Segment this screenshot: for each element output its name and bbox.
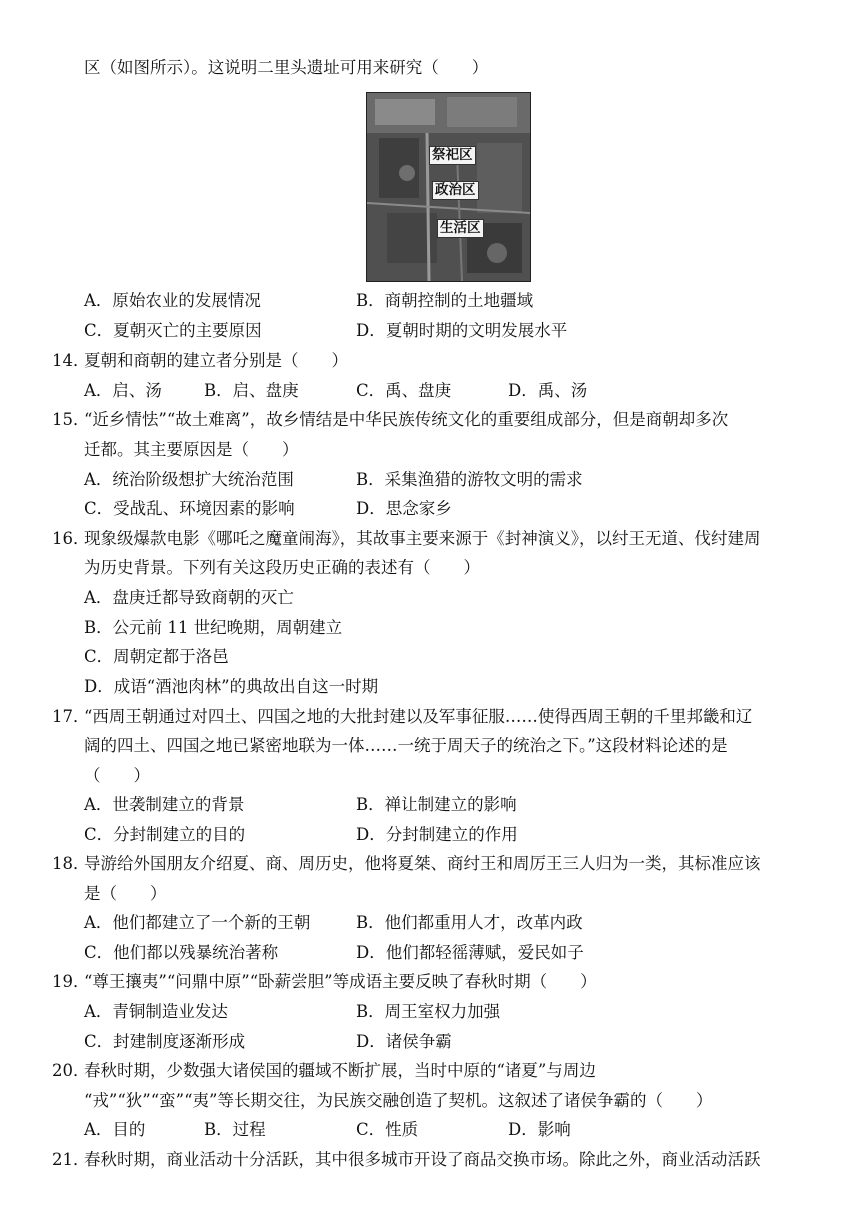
q17-option-c: C．分封制建立的目的	[84, 825, 246, 844]
q16-option-d: D．成语“酒池肉林”的典故出自这一时期	[84, 677, 379, 696]
q18-stem-line-2: 是（ ）	[84, 884, 167, 903]
q15-option-c: C．受战乱、环境因素的影响	[84, 499, 295, 518]
q21-stem-line-1: 春秋时期，商业活动十分活跃，其中很多城市开设了商品交换市场。除此之外，商业活动活跃	[84, 1150, 761, 1169]
q17-option-b: B．禅让制建立的影响	[356, 795, 517, 814]
q17-number: 17．	[52, 707, 90, 726]
q14-number: 14．	[52, 351, 90, 370]
q13-option-d: D．夏朝时期的文明发展水平	[356, 321, 568, 340]
q13-option-a: A．原始农业的发展情况	[84, 291, 261, 310]
q20-stem-line-1: 春秋时期，少数强大诸侯国的疆域不断扩展，当时中原的“诸夏”与周边	[84, 1061, 596, 1080]
q19-option-c: C．封建制度逐渐形成	[84, 1032, 246, 1051]
q18-option-b: B．他们都重用人才，改革内政	[356, 913, 583, 932]
q17-stem-line-3: （ ）	[84, 766, 150, 785]
q14-option-a: A．启、汤	[84, 381, 162, 400]
q20-option-c: C．性质	[356, 1120, 419, 1139]
q18-option-c: C．他们都以残暴统治著称	[84, 943, 279, 962]
q20-option-b: B．过程	[204, 1120, 266, 1139]
q15-stem-line-1: “近乡情怯”“故土难离”，故乡情结是中华民族传统文化的重要组成部分，但是商朝却多次	[84, 410, 729, 429]
map-label-political-area: 政治区	[432, 181, 479, 200]
q15-number: 15．	[52, 410, 90, 429]
q15-stem-line-2: 迁都。其主要原因是（ ）	[84, 440, 299, 459]
q15-option-b: B．采集渔猎的游牧文明的需求	[356, 470, 583, 489]
q19-option-a: A．青铜制造业发达	[84, 1002, 228, 1021]
q15-option-a: A．统治阶级想扩大统治范围	[84, 470, 294, 489]
q14-option-c: C．禹、盘庚	[356, 381, 452, 400]
q14-stem: 夏朝和商朝的建立者分别是（ ）	[84, 351, 348, 370]
q20-option-d: D．影响	[508, 1120, 571, 1139]
q16-option-c: C．周朝定都于洛邑	[84, 647, 229, 666]
erlitou-site-map	[366, 92, 531, 282]
q21-number: 21．	[52, 1150, 90, 1169]
q18-option-a: A．他们都建立了一个新的王朝	[84, 913, 311, 932]
q16-stem-line-1: 现象级爆款电影《哪吒之魔童闹海》，其故事主要来源于《封神演义》，以纣王无道、伐纣建周	[84, 529, 761, 548]
question-13-stem-continuation: 区（如图所示）。这说明二里头遗址可用来研究（ ）	[84, 58, 489, 77]
q16-stem-line-2: 为历史背景。下列有关这段历史正确的表述有（ ）	[84, 558, 480, 577]
q20-option-a: A．目的	[84, 1120, 146, 1139]
q19-option-b: B．周王室权力加强	[356, 1002, 501, 1021]
q16-option-a: A．盘庚迁都导致商朝的灭亡	[84, 588, 294, 607]
q19-option-d: D．诸侯争霸	[356, 1032, 452, 1051]
q20-stem-line-2: “戎”“狄”“蛮”“夷”等长期交往，为民族交融创造了契机。这叙述了诸侯争霸的（ ）	[84, 1091, 713, 1110]
map-label-sacrifice-area: 祭祀区	[429, 146, 476, 165]
q19-number: 19．	[52, 972, 90, 991]
q20-number: 20．	[52, 1061, 90, 1080]
q19-stem: “尊王攘夷”“问鼎中原”“卧薪尝胆”等成语主要反映了春秋时期（ ）	[84, 972, 597, 991]
map-label-living-area: 生活区	[437, 219, 484, 238]
q18-option-d: D．他们都轻徭薄赋，爱民如子	[356, 943, 584, 962]
q17-option-a: A．世袭制建立的背景	[84, 795, 245, 814]
q17-stem-line-1: “西周王朝通过对四土、四国之地的大批封建以及军事征服……使得西周王朝的千里邦畿和辽	[84, 707, 753, 726]
q14-option-b: B．启、盘庚	[204, 381, 299, 400]
q13-option-b: B．商朝控制的土地疆域	[356, 291, 534, 310]
q15-option-d: D．思念家乡	[356, 499, 452, 518]
q17-option-d: D．分封制建立的作用	[356, 825, 518, 844]
q14-option-d: D．禹、汤	[508, 381, 588, 400]
q13-option-c: C．夏朝灭亡的主要原因	[84, 321, 262, 340]
q18-number: 18．	[52, 854, 90, 873]
q17-stem-line-2: 阔的四土、四国之地已紧密地联为一体……一统于周天子的统治之下。”这段材料论述的是	[84, 736, 728, 755]
q16-option-b: B．公元前 11 世纪晚期，周朝建立	[84, 618, 343, 637]
q16-number: 16．	[52, 529, 90, 548]
q18-stem-line-1: 导游给外国朋友介绍夏、商、周历史，他将夏桀、商纣王和周厉王三人归为一类，其标准应该	[84, 854, 761, 873]
